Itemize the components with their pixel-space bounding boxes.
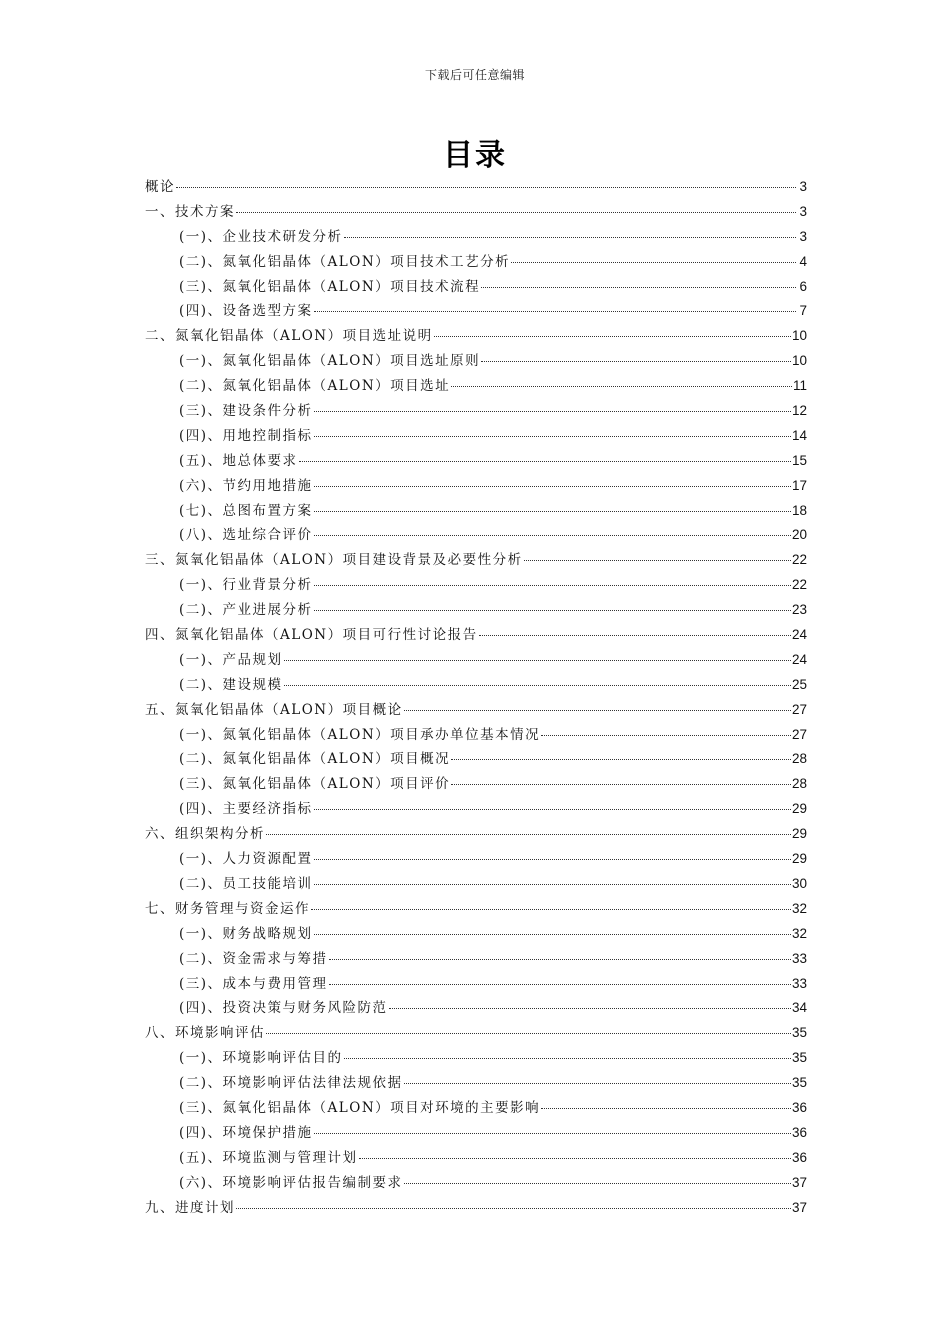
- toc-entry-page-number: 36: [791, 1149, 807, 1165]
- toc-entry-page-number: 25: [791, 676, 807, 692]
- toc-entry-title: (三)、氮氧化铝晶体（ALON）项目对环境的主要影响: [179, 1099, 541, 1116]
- page-title: 目录: [443, 138, 507, 173]
- toc-entry-page-number: 29: [791, 851, 807, 867]
- toc-entry-page-number: 28: [791, 751, 807, 767]
- toc-entry-title: (四)、用地控制指标: [179, 427, 313, 444]
- toc-entry[interactable]: [145, 299, 807, 324]
- toc-dot-leader: [266, 1033, 791, 1034]
- toc-entry-title: 八、环境影响评估: [145, 1025, 265, 1042]
- table-of-contents: [145, 175, 807, 1220]
- toc-entry-title: (一)、行业背景分析: [179, 577, 313, 594]
- toc-entry-title: (二)、环境影响评估法律法规依据: [179, 1075, 403, 1092]
- toc-dot-leader: [541, 1108, 791, 1109]
- toc-dot-leader: [236, 212, 796, 213]
- toc-entry-page-number: 3: [799, 203, 807, 219]
- toc-dot-leader: [314, 535, 791, 536]
- toc-entry-page-number: 35: [791, 1025, 807, 1041]
- toc-entry[interactable]: [145, 573, 807, 598]
- toc-entry[interactable]: [145, 523, 807, 548]
- toc-entry[interactable]: [145, 374, 807, 399]
- toc-entry[interactable]: [145, 797, 807, 822]
- toc-entry-page-number: 36: [791, 1099, 807, 1115]
- toc-entry-title: (三)、建设条件分析: [179, 403, 313, 420]
- toc-entry-page-number: 3: [799, 179, 807, 194]
- toc-entry-page-number: 17: [791, 477, 807, 493]
- toc-entry[interactable]: [145, 349, 807, 374]
- toc-dot-leader: [359, 1158, 791, 1159]
- toc-entry[interactable]: [145, 698, 807, 723]
- toc-entry[interactable]: [145, 1071, 807, 1096]
- toc-entry-title: (二)、产业进展分析: [179, 602, 313, 619]
- toc-entry-page-number: 24: [791, 651, 807, 667]
- toc-entry-title: (三)、成本与费用管理: [179, 975, 328, 992]
- toc-dot-leader: [344, 1058, 791, 1059]
- toc-entry-page-number: 14: [791, 427, 807, 443]
- toc-dot-leader: [404, 710, 791, 711]
- toc-dot-leader: [329, 959, 791, 960]
- toc-dot-leader: [404, 1183, 791, 1184]
- toc-entry-title: 一、技术方案: [145, 203, 235, 220]
- toc-entry-page-number: 6: [799, 278, 807, 294]
- toc-entry[interactable]: [145, 1046, 807, 1071]
- toc-entry-title: (六)、节约用地措施: [179, 477, 313, 494]
- toc-entry-title: 九、进度计划: [145, 1199, 235, 1216]
- toc-entry-title: 五、氮氧化铝晶体（ALON）项目概论: [145, 701, 403, 718]
- toc-dot-leader: [314, 610, 791, 611]
- toc-entry[interactable]: [145, 1021, 807, 1046]
- toc-entry-page-number: 10: [791, 353, 807, 369]
- toc-dot-leader: [314, 511, 791, 512]
- toc-entry-title: (四)、设备选型方案: [179, 303, 313, 320]
- toc-entry-page-number: 10: [791, 328, 807, 344]
- toc-entry[interactable]: [145, 499, 807, 524]
- toc-entry-title: 二、氮氧化铝晶体（ALON）项目选址说明: [145, 328, 433, 345]
- toc-entry-page-number: 27: [791, 726, 807, 742]
- toc-dot-leader: [479, 635, 791, 636]
- toc-entry-title: (二)、建设规模: [179, 676, 283, 693]
- toc-dot-leader: [404, 1083, 791, 1084]
- toc-entry-page-number: 24: [791, 627, 807, 643]
- toc-dot-leader: [451, 759, 791, 760]
- toc-entry-page-number: 32: [791, 900, 807, 916]
- toc-entry[interactable]: [145, 399, 807, 424]
- toc-dot-leader: [314, 486, 791, 487]
- toc-dot-leader: [236, 1208, 791, 1209]
- toc-dot-leader: [284, 685, 791, 686]
- toc-dot-leader: [524, 560, 791, 561]
- toc-entry[interactable]: [145, 449, 807, 474]
- toc-entry-title: (二)、资金需求与筹措: [179, 950, 328, 967]
- toc-entry-title: (一)、氮氧化铝晶体（ALON）项目承办单位基本情况: [179, 726, 541, 743]
- toc-entry-title: 四、氮氧化铝晶体（ALON）项目可行性讨论报告: [145, 627, 478, 644]
- toc-entry[interactable]: [145, 175, 807, 200]
- toc-entry-title: (五)、地总体要求: [179, 452, 298, 469]
- toc-entry[interactable]: [145, 897, 807, 922]
- toc-entry-title: 三、氮氧化铝晶体（ALON）项目建设背景及必要性分析: [145, 552, 523, 569]
- toc-entry-page-number: 27: [791, 701, 807, 717]
- toc-dot-leader: [434, 336, 791, 337]
- toc-dot-leader: [314, 884, 791, 885]
- toc-entry-title: (六)、环境影响评估报告编制要求: [179, 1174, 403, 1191]
- toc-entry-page-number: 33: [791, 950, 807, 966]
- toc-entry-page-number: 3: [799, 228, 807, 244]
- toc-entry-page-number: 7: [799, 303, 807, 319]
- toc-entry-title: (四)、投资决策与财务风险防范: [179, 1000, 388, 1017]
- toc-entry[interactable]: [145, 1121, 807, 1146]
- toc-entry[interactable]: [145, 1171, 807, 1196]
- toc-entry[interactable]: [145, 1096, 807, 1121]
- toc-entry[interactable]: [145, 822, 807, 847]
- toc-entry-page-number: 23: [791, 602, 807, 618]
- toc-dot-leader: [314, 436, 791, 437]
- toc-entry-page-number: 37: [791, 1174, 807, 1190]
- toc-entry-title: (一)、企业技术研发分析: [179, 228, 343, 245]
- toc-dot-leader: [311, 909, 791, 910]
- toc-entry-title: (一)、氮氧化铝晶体（ALON）项目选址原则: [179, 353, 481, 370]
- toc-entry[interactable]: [145, 623, 807, 648]
- toc-dot-leader: [344, 237, 796, 238]
- toc-entry-title: (七)、总图布置方案: [179, 502, 313, 519]
- toc-dot-leader: [176, 187, 796, 188]
- toc-entry-page-number: 36: [791, 1124, 807, 1140]
- toc-dot-leader: [329, 984, 791, 985]
- toc-entry-title: (八)、选址综合评价: [179, 527, 313, 544]
- toc-entry[interactable]: [145, 474, 807, 499]
- toc-entry-page-number: 37: [791, 1199, 807, 1215]
- toc-dot-leader: [451, 386, 792, 387]
- toc-dot-leader: [299, 461, 791, 462]
- toc-entry[interactable]: [145, 275, 807, 300]
- toc-dot-leader: [314, 859, 791, 860]
- toc-entry-title: (一)、产品规划: [179, 651, 283, 668]
- toc-entry-page-number: 29: [791, 801, 807, 817]
- toc-entry-page-number: 11: [792, 378, 807, 394]
- toc-entry-page-number: 4: [799, 253, 807, 269]
- toc-entry-title: 七、财务管理与资金运作: [145, 900, 310, 917]
- toc-entry-title: (三)、氮氧化铝晶体（ALON）项目技术流程: [179, 278, 481, 295]
- toc-dot-leader: [266, 834, 791, 835]
- toc-dot-leader: [314, 934, 791, 935]
- toc-entry-page-number: 29: [791, 826, 807, 842]
- toc-entry-page-number: 22: [791, 577, 807, 593]
- toc-entry-title: (四)、环境保护措施: [179, 1124, 313, 1141]
- toc-entry-page-number: 34: [791, 1000, 807, 1016]
- toc-entry[interactable]: [145, 872, 807, 897]
- toc-entry-title: (三)、氮氧化铝晶体（ALON）项目评价: [179, 776, 451, 793]
- toc-entry-page-number: 35: [791, 1050, 807, 1066]
- toc-entry[interactable]: [145, 648, 807, 673]
- toc-dot-leader: [314, 311, 796, 312]
- toc-entry[interactable]: [145, 723, 807, 748]
- toc-entry-title: (五)、环境监测与管理计划: [179, 1149, 358, 1166]
- toc-entry-page-number: 12: [791, 403, 807, 419]
- toc-entry[interactable]: [145, 324, 807, 349]
- toc-dot-leader: [314, 411, 791, 412]
- toc-entry[interactable]: [145, 250, 807, 275]
- toc-entry[interactable]: [145, 673, 807, 698]
- toc-entry-title: 六、组织架构分析: [145, 826, 265, 843]
- toc-dot-leader: [284, 660, 791, 661]
- toc-dot-leader: [314, 1133, 791, 1134]
- toc-entry[interactable]: [145, 225, 807, 250]
- toc-entry-title: (二)、氮氧化铝晶体（ALON）项目概况: [179, 751, 451, 768]
- toc-entry-page-number: 18: [791, 502, 807, 518]
- toc-dot-leader: [481, 287, 796, 288]
- toc-entry[interactable]: [145, 947, 807, 972]
- toc-entry-title: 概论: [145, 179, 175, 195]
- toc-entry[interactable]: [145, 1146, 807, 1171]
- toc-dot-leader: [481, 361, 791, 362]
- toc-dot-leader: [541, 735, 791, 736]
- page-header: 下载后可任意编辑: [424, 68, 525, 82]
- toc-entry[interactable]: [145, 972, 807, 997]
- toc-entry-title: (一)、人力资源配置: [179, 851, 313, 868]
- toc-entry-page-number: 33: [791, 975, 807, 991]
- toc-entry[interactable]: [145, 548, 807, 573]
- toc-entry-title: (二)、员工技能培训: [179, 875, 313, 892]
- toc-entry-page-number: 15: [791, 452, 807, 468]
- toc-entry[interactable]: [145, 1196, 807, 1221]
- toc-entry[interactable]: [145, 772, 807, 797]
- toc-dot-leader: [314, 585, 791, 586]
- toc-entry-page-number: 28: [791, 776, 807, 792]
- toc-dot-leader: [511, 262, 796, 263]
- toc-entry[interactable]: [145, 200, 807, 225]
- toc-entry-title: (四)、主要经济指标: [179, 801, 313, 818]
- toc-entry-page-number: 32: [791, 925, 807, 941]
- toc-entry[interactable]: [145, 996, 807, 1021]
- toc-dot-leader: [451, 784, 791, 785]
- toc-entry[interactable]: [145, 424, 807, 449]
- toc-entry[interactable]: [145, 598, 807, 623]
- toc-entry[interactable]: [145, 847, 807, 872]
- toc-entry-title: (二)、氮氧化铝晶体（ALON）项目选址: [179, 378, 451, 395]
- toc-entry-page-number: 20: [791, 527, 807, 543]
- toc-dot-leader: [314, 809, 791, 810]
- toc-entry[interactable]: [145, 922, 807, 947]
- toc-entry-page-number: 35: [791, 1075, 807, 1091]
- toc-entry-title: (一)、财务战略规划: [179, 925, 313, 942]
- toc-entry-page-number: 22: [791, 552, 807, 568]
- toc-entry-title: (一)、环境影响评估目的: [179, 1050, 343, 1067]
- toc-entry-title: (二)、氮氧化铝晶体（ALON）项目技术工艺分析: [179, 253, 511, 270]
- toc-entry[interactable]: [145, 747, 807, 772]
- toc-entry-page-number: 30: [791, 875, 807, 891]
- toc-dot-leader: [389, 1008, 791, 1009]
